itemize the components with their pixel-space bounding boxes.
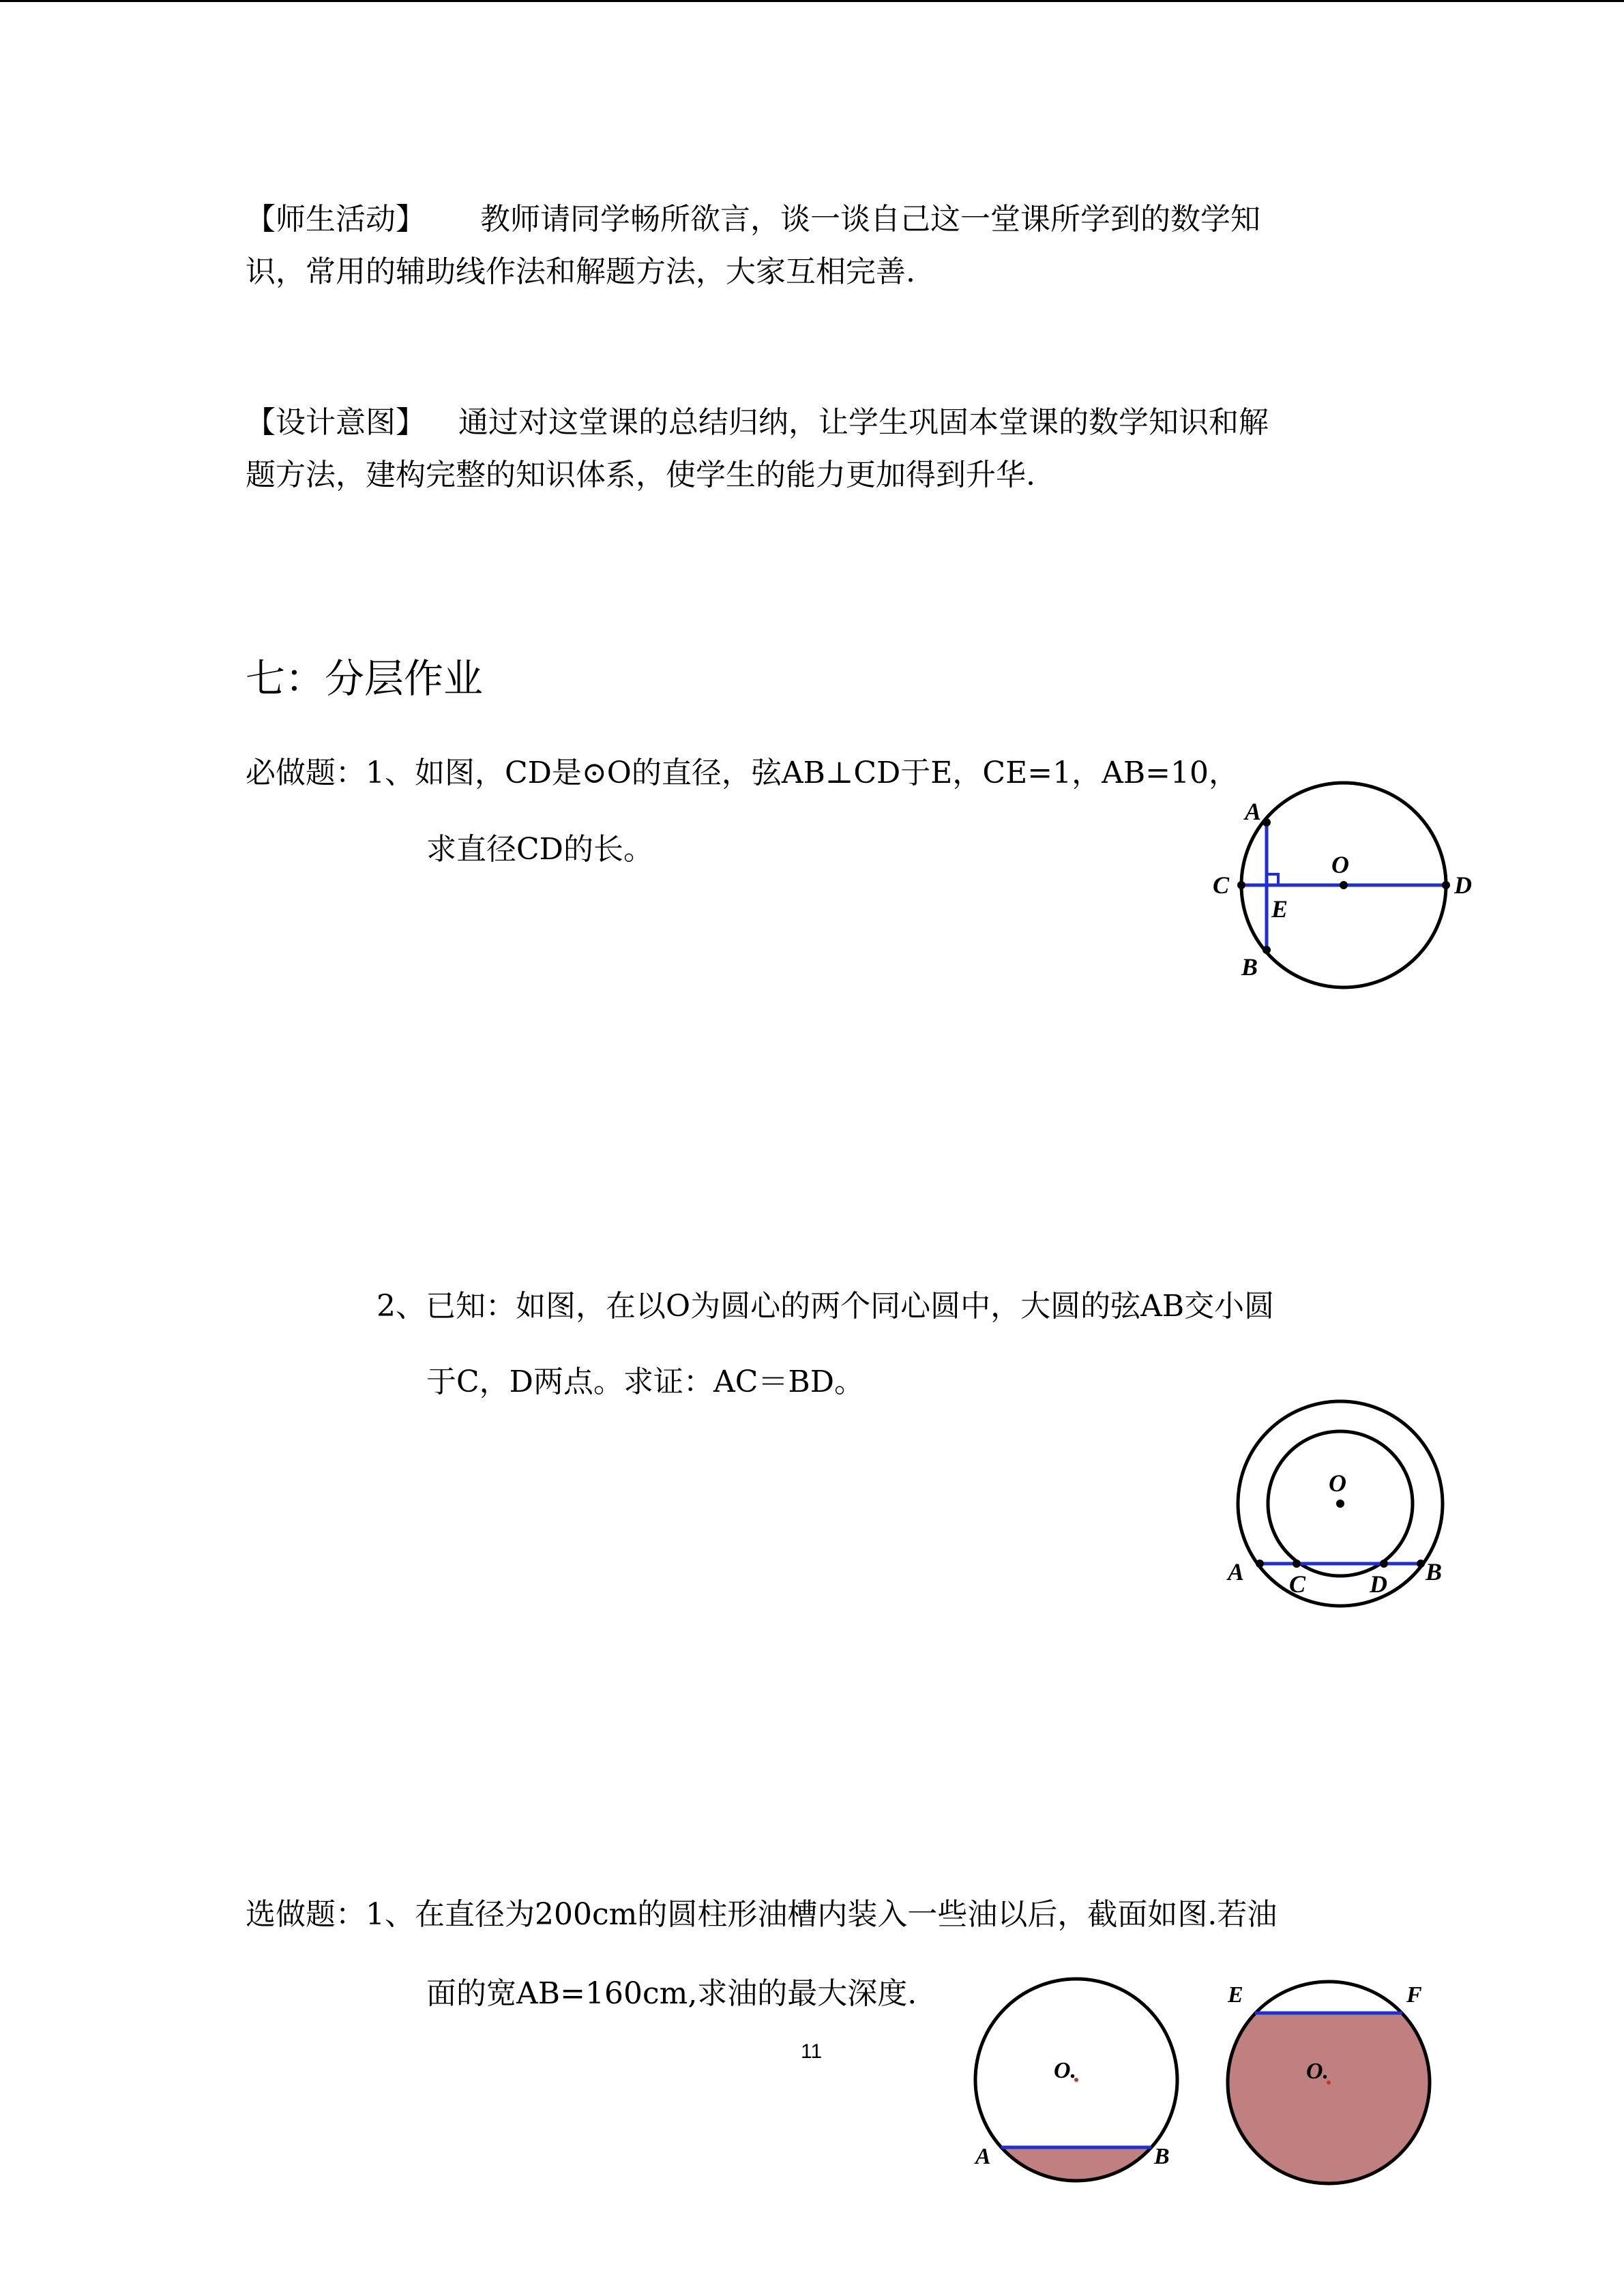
activity-label: 【师生活动】 bbox=[246, 202, 426, 237]
required-q1-text: 1、如图，CD是⊙O的直径，弦AB⊥CD于E，CE=1，AB=10， bbox=[366, 756, 1239, 790]
q2-label-o: O bbox=[1329, 1470, 1346, 1497]
required-label: 必做题： bbox=[246, 756, 366, 790]
q2-label-c: C bbox=[1289, 1570, 1306, 1598]
q1-label-b: B bbox=[1241, 953, 1258, 981]
high-label-o: O. bbox=[1306, 2059, 1329, 2084]
q2-point-c bbox=[1293, 1560, 1301, 1568]
high-label-e: E bbox=[1228, 1982, 1243, 2008]
q2-point-d bbox=[1380, 1560, 1388, 1568]
intent-label: 【设计意图】 bbox=[246, 405, 426, 440]
intent-line1: 通过对这堂课的总结归纳，让学生巩固本堂课的数学知识和解 bbox=[458, 405, 1269, 440]
low-label-a: A bbox=[975, 2144, 991, 2169]
top-border-line bbox=[0, 0, 1624, 2]
q1-point-o bbox=[1340, 881, 1348, 889]
q1-point-d bbox=[1442, 881, 1450, 889]
activity-line1: 教师请同学畅所欲言，谈一谈自己这一堂课所学到的数学知 bbox=[480, 202, 1260, 237]
q1-label-a: A bbox=[1245, 798, 1262, 825]
intent-paragraph bbox=[246, 405, 1269, 440]
high-label-f: F bbox=[1406, 1982, 1422, 2008]
q1-label-o: O bbox=[1331, 851, 1349, 878]
q1-label-c: C bbox=[1213, 871, 1230, 899]
q2-point-b bbox=[1417, 1560, 1425, 1568]
optional-label: 选做题： bbox=[246, 1897, 366, 1932]
low-label-b: B bbox=[1154, 2144, 1170, 2169]
q2-point-a bbox=[1256, 1560, 1264, 1568]
required-q2-line2: 于C，D两点。求证：AC＝BD。 bbox=[426, 1365, 864, 1399]
q1-label-e: E bbox=[1271, 895, 1288, 923]
required-q1-line2: 求直径CD的长。 bbox=[426, 832, 653, 867]
q2-label-a: A bbox=[1228, 1558, 1245, 1585]
low-label-o: O. bbox=[1054, 2058, 1077, 2083]
activity-paragraph bbox=[246, 202, 1260, 237]
q1-point-a bbox=[1263, 818, 1271, 826]
required-q1-line1 bbox=[246, 758, 1239, 788]
q1-point-b bbox=[1263, 946, 1271, 954]
activity-line2: 识，常用的辅助线作法和解题方法，大家互相完善. bbox=[246, 254, 915, 289]
optional-q1-text: 1、在直径为200cm的圆柱形油槽内装入一些油以后，截面如图.若油 bbox=[366, 1897, 1278, 1932]
page-number: 11 bbox=[801, 2040, 823, 2063]
optional-q1-line2: 面的宽AB=160cm,求油的最大深度. bbox=[426, 1976, 917, 2011]
q2-label-b: B bbox=[1426, 1558, 1443, 1585]
figure-q2-concentric-circles bbox=[1221, 1401, 1473, 1620]
q2-point-o bbox=[1336, 1500, 1344, 1508]
section-title: 七：分层作业 bbox=[246, 655, 484, 702]
required-q2-line1: 2、已知：如图，在以O为圆心的两个同心圆中，大圆的弦AB交小圆 bbox=[377, 1289, 1275, 1324]
figure-q1-circle bbox=[1200, 777, 1473, 1002]
intent-line2: 题方法，建构完整的知识体系，使学生的能力更加得到升华. bbox=[246, 458, 1035, 492]
figure-oil-tank-high bbox=[1214, 1978, 1460, 2196]
q2-label-d: D bbox=[1370, 1570, 1387, 1598]
q1-point-c bbox=[1237, 881, 1245, 889]
q1-label-d: D bbox=[1454, 871, 1472, 899]
figure-oil-tank-low bbox=[969, 1974, 1187, 2192]
optional-q1-line1 bbox=[246, 1897, 1278, 1932]
